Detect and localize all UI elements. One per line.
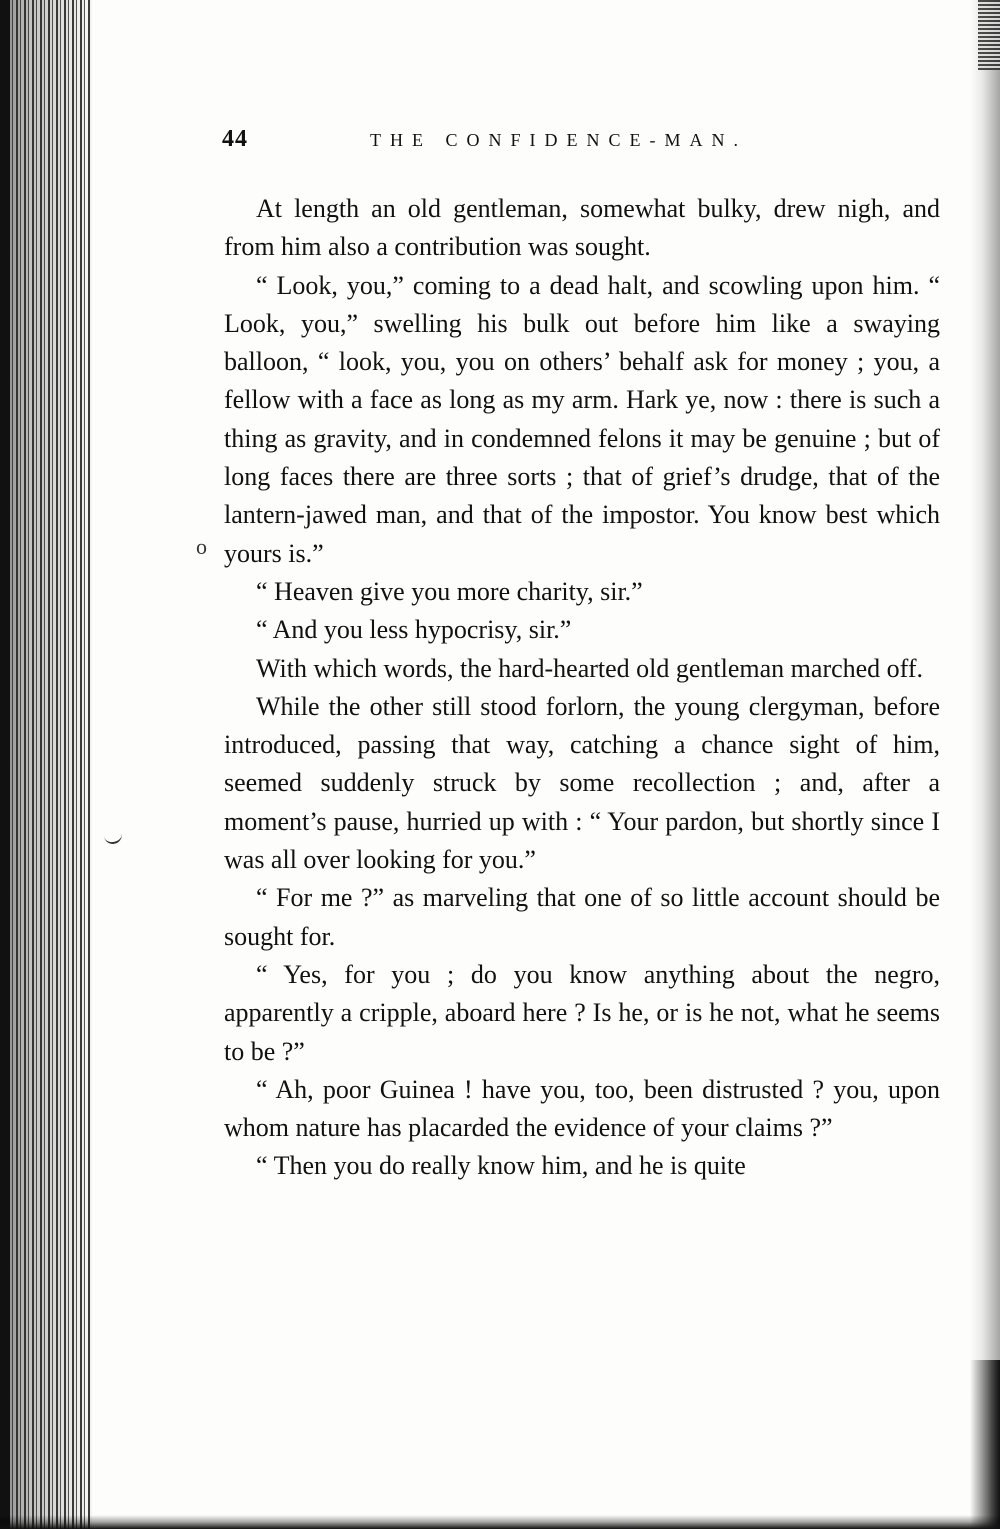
page-header bbox=[222, 126, 942, 162]
page-edge-right bbox=[970, 0, 1000, 1529]
paragraph: “ Then you do really know him, and he is quite bbox=[256, 1151, 746, 1181]
paragraph: “ And you less hypocrisy, sir.” bbox=[256, 615, 572, 645]
paragraph: “ Heaven give you more charity, sir.” bbox=[256, 576, 643, 606]
paragraph: “ Ah, poor Guinea ! have you, too, been distrusted ? you, upon whom nature has placarded the evidence of your claims ?” bbox=[224, 1074, 940, 1143]
page-edge-bottom bbox=[0, 1515, 1000, 1529]
paragraph: At length an old gentleman, somewhat bulky, drew nigh, and from him also a contribution was sought. bbox=[224, 194, 940, 262]
binding-spine bbox=[0, 0, 10, 1529]
margin-stray-mark: o bbox=[196, 534, 207, 559]
page-edge-right-bottom bbox=[970, 1360, 1000, 1529]
binding-gutter bbox=[0, 0, 92, 1529]
paragraph: While the other still stood forlorn, the young clergyman, before introduced, passing that way, catching a chance sight of him, seemed suddenly struck by some recollection ; and, after a moment’s pause, hurried up with : “ Your pardon, but shortly since I was all over looking for you.” bbox=[224, 691, 940, 875]
margin-curl-mark bbox=[103, 827, 124, 846]
paragraph: “ For me ?” as marveling that one of so little account should be sought for. bbox=[224, 883, 940, 951]
running-head: THE CONFIDENCE-MAN. bbox=[370, 130, 747, 150]
body-text bbox=[224, 190, 940, 1186]
paragraph: “ Yes, for you ; do you know anything about the negro, apparently a cripple, aboard here ? Is he, or is he not, what he seems to be ?” bbox=[224, 959, 940, 1066]
paragraph: With which words, the hard-hearted old gentleman marched off. bbox=[256, 653, 924, 683]
page-number: 44 bbox=[222, 126, 248, 152]
paragraph: “ Look, you,” coming to a dead halt, and scowling upon him. “ Look, you,” swelling his bulk out before him like a swaying balloon, “ look, you, you on others’ behalf ask for money ; you, a fellow with a face as long as my arm. Hark ye, now : there is such a thing as gravity, and in condemned felons it may be genuine ; but of long faces there are three sorts ; that of grief’s drudge, that of the lantern-jawed man, and that of the impostor. You know best which yours is.” bbox=[224, 270, 940, 568]
page-edge-right-top bbox=[978, 0, 1000, 70]
